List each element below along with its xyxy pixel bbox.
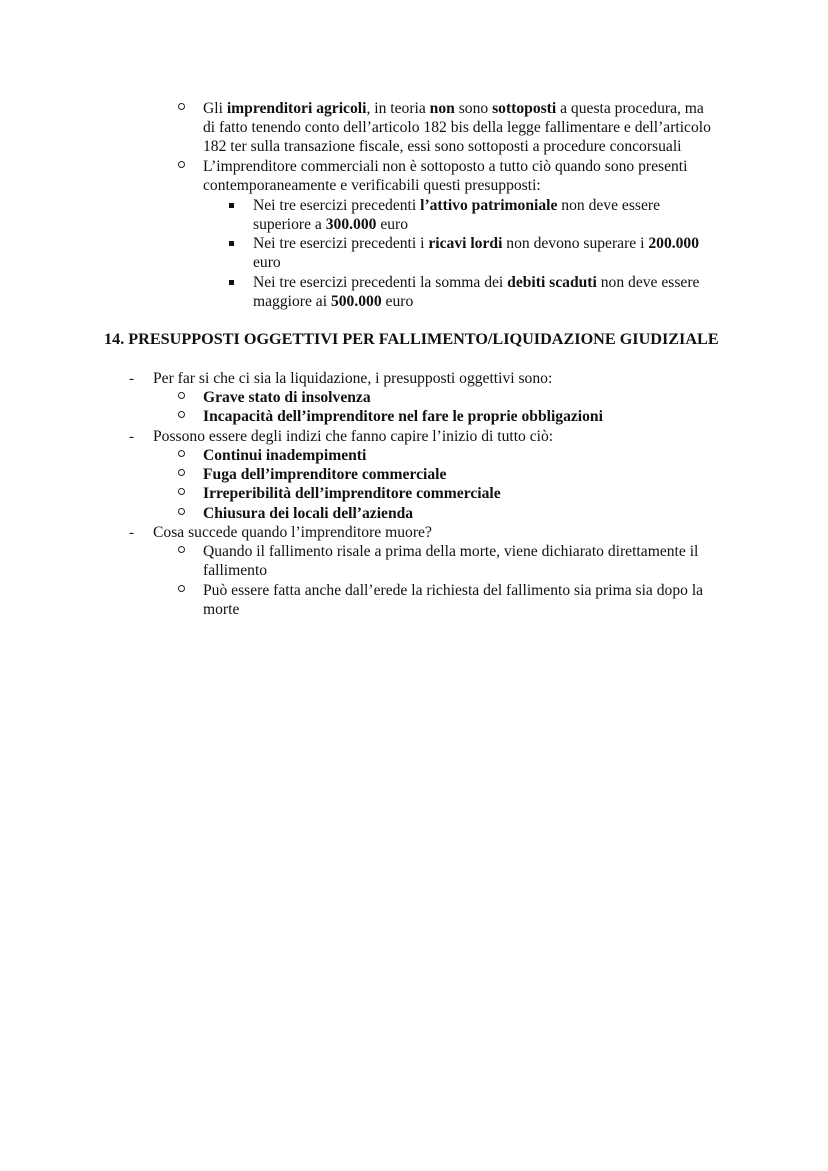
circle-bullet-icon bbox=[176, 465, 186, 484]
bold-text: 300.000 bbox=[325, 216, 377, 233]
text: maggiore ai bbox=[253, 293, 331, 310]
text: Nei tre esercizi precedenti bbox=[253, 197, 421, 214]
text: di fatto tenendo conto dell’articolo 182 bis della legge fallimentare e dell’articolo bbox=[203, 119, 711, 136]
text: euro bbox=[376, 216, 409, 233]
bold-text: l’attivo patrimoniale bbox=[420, 197, 558, 214]
bold-text: sottoposti bbox=[492, 100, 557, 117]
text: non devono superare i bbox=[502, 235, 649, 252]
sub-list-item-line: fallimento bbox=[203, 562, 268, 579]
text: Nei tre esercizi precedenti la somma dei bbox=[253, 274, 508, 291]
sub-list-item-line: Chiusura dei locali dell’azienda bbox=[203, 505, 414, 522]
square-bullet-icon bbox=[229, 196, 234, 215]
text: , in teoria bbox=[366, 100, 430, 117]
sub-list-item-line bbox=[253, 253, 281, 272]
bold-text: ricavi lordi bbox=[428, 235, 503, 252]
bold-text: 200.000 bbox=[648, 235, 700, 252]
sub-list-item-line: Fuga dell’imprenditore commerciale bbox=[203, 466, 447, 483]
sub-list-item-line: Incapacità dell’imprenditore nel fare le proprie obbligazioni bbox=[203, 408, 603, 425]
list-item-line: Cosa succede quando l’imprenditore muore? bbox=[153, 524, 432, 541]
square-bullet-icon bbox=[229, 273, 234, 292]
sub-list-item-line: Continui inadempimenti bbox=[203, 447, 367, 464]
sub-list-item-line: morte bbox=[203, 601, 240, 618]
text: non deve essere bbox=[596, 274, 700, 291]
circle-bullet-icon bbox=[176, 542, 186, 561]
sub-list-item-line: Grave stato di insolvenza bbox=[203, 389, 371, 406]
bold-text: 500.000 bbox=[330, 293, 382, 310]
sub-list-item-line: Può essere fatta anche dall’erede la richiesta del fallimento sia prima sia dopo la bbox=[203, 582, 704, 599]
text: Gli bbox=[203, 100, 227, 117]
circle-bullet-icon bbox=[176, 581, 186, 600]
circle-bullet-icon bbox=[176, 388, 186, 407]
bold-text: debiti scaduti bbox=[507, 274, 597, 291]
list-item-line bbox=[203, 99, 704, 118]
text: non deve essere bbox=[557, 197, 661, 214]
list-item-line bbox=[203, 176, 541, 195]
circle-bullet-icon bbox=[176, 504, 186, 523]
circle-bullet-icon bbox=[176, 446, 186, 465]
dash-bullet-icon bbox=[129, 523, 134, 542]
list-item-line bbox=[203, 118, 711, 137]
list-item-line bbox=[203, 157, 687, 176]
circle-bullet-icon bbox=[176, 484, 186, 503]
sub-list-item-line bbox=[253, 273, 699, 292]
text: L’imprenditore commerciali non è sottoposto a tutto ciò quando sono presenti bbox=[203, 158, 688, 175]
section-heading: 14. PRESUPPOSTI OGGETTIVI PER FALLIMENTO/LIQUIDAZIONE GIUDIZIALE bbox=[104, 330, 719, 348]
circle-bullet-icon bbox=[176, 99, 186, 118]
bold-text: imprenditori agricoli bbox=[226, 100, 367, 117]
sub-list-item-line: Quando il fallimento risale a prima della morte, viene dichiarato direttamente il bbox=[203, 543, 699, 560]
list-item-line bbox=[203, 137, 682, 156]
text: Nei tre esercizi precedenti i bbox=[253, 235, 429, 252]
text: sono bbox=[454, 100, 493, 117]
list-item-line: Possono essere degli indizi che fanno capire l’inizio di tutto ciò: bbox=[153, 428, 554, 445]
text: 182 ter sulla transazione fiscale, essi sono sottoposti a procedure concorsuali bbox=[203, 138, 682, 155]
circle-bullet-icon bbox=[176, 407, 186, 426]
sub-list-item-line bbox=[253, 196, 660, 215]
text: a questa procedura, ma bbox=[556, 100, 704, 117]
sub-list-item-line: Irreperibilità dell’imprenditore commerciale bbox=[203, 485, 501, 502]
list-item-line: Per far si che ci sia la liquidazione, i presupposti oggettivi sono: bbox=[153, 370, 553, 387]
bold-text: non bbox=[429, 100, 455, 117]
text: superiore a bbox=[253, 216, 326, 233]
text: euro bbox=[253, 254, 281, 271]
dash-bullet-icon bbox=[129, 369, 134, 388]
dash-bullet-icon bbox=[129, 427, 134, 446]
text: contemporaneamente e verificabili questi presupposti: bbox=[203, 177, 541, 194]
sub-list-item-line bbox=[253, 292, 413, 311]
square-bullet-icon bbox=[229, 234, 234, 253]
text: euro bbox=[381, 293, 414, 310]
sub-list-item-line bbox=[253, 234, 699, 253]
circle-bullet-icon bbox=[176, 157, 186, 176]
sub-list-item-line bbox=[253, 215, 408, 234]
